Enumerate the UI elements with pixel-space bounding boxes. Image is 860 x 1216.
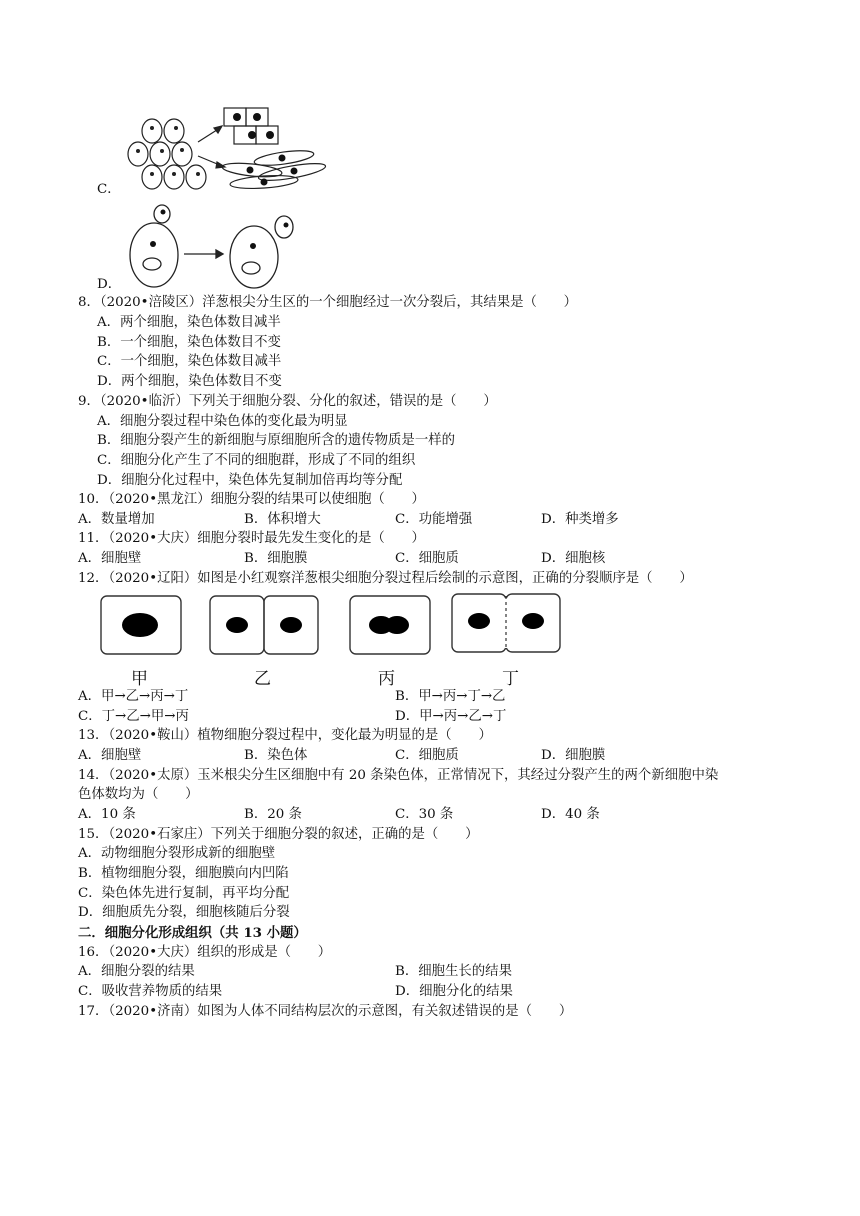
q14-option-a[interactable]: A．10 条	[78, 807, 136, 822]
q12-option-b[interactable]: B．甲→丙→丁→乙	[395, 689, 506, 704]
q9-option-c[interactable]: C．细胞分化产生了不同的细胞群，形成了不同的组织	[97, 453, 416, 468]
q16-option-c[interactable]: C．吸收营养物质的结果	[78, 984, 223, 999]
q12-label-jia: 甲	[131, 669, 148, 689]
q9-option-a[interactable]: A．细胞分裂过程中染色体的变化最为明显	[97, 414, 348, 429]
q12-label-yi: 乙	[254, 669, 271, 689]
q11-option-d[interactable]: D．细胞核	[541, 551, 606, 566]
q14-option-c[interactable]: C．30 条	[395, 807, 454, 822]
q14-option-d[interactable]: D．40 条	[541, 807, 600, 822]
q7-option-d-label: D．	[97, 277, 122, 292]
q16-option-a[interactable]: A．细胞分裂的结果	[78, 964, 195, 979]
q13-option-a[interactable]: A．细胞壁	[78, 748, 142, 763]
q8-stem: 8．（2020•涪陵区）洋葱根尖分生区的一个细胞经过一次分裂后，其结果是（ ）	[78, 295, 578, 310]
q11-option-b[interactable]: B．细胞膜	[244, 551, 308, 566]
q12-label-ding: 丁	[502, 669, 519, 689]
q13-option-c[interactable]: C．细胞质	[395, 748, 459, 763]
q15-option-d[interactable]: D．细胞质先分裂，细胞核随后分裂	[78, 905, 290, 920]
q7-figure-d	[124, 200, 304, 292]
q8-option-a[interactable]: A．两个细胞，染色体数目减半	[97, 315, 281, 330]
q12-option-a[interactable]: A．甲→乙→丙→丁	[78, 689, 189, 704]
q14-stem-line1: 14．（2020•太原）玉米根尖分生区细胞中有 20 条染色体，正常情况下，其经过分裂产生的两个新细胞中染	[78, 768, 719, 783]
q11-option-c[interactable]: C．细胞质	[395, 551, 459, 566]
q7-figure-c	[124, 104, 340, 192]
q12-option-c[interactable]: C．丁→乙→甲→丙	[78, 709, 189, 724]
q13-option-b[interactable]: B．染色体	[244, 748, 308, 763]
q9-option-d[interactable]: D．细胞分化过程中，染色体先复制加倍再均等分配	[97, 473, 403, 488]
q12-label-bing: 丙	[378, 669, 395, 689]
q10-option-c[interactable]: C．功能增强	[395, 512, 473, 527]
q12-stem: 12．（2020•辽阳）如图是小红观察洋葱根尖细胞分裂过程后绘制的示意图，正确的分裂顺序是（ ）	[78, 571, 693, 586]
q10-stem: 10．（2020•黑龙江）细胞分裂的结果可以使细胞（ ）	[78, 492, 425, 507]
q11-stem: 11．（2020•大庆）细胞分裂时最先发生变化的是（ ）	[78, 531, 425, 546]
q16-stem: 16．（2020•大庆）组织的形成是（ ）	[78, 945, 332, 960]
section-2-heading: 二．细胞分化形成组织（共 13 小题）	[78, 925, 307, 941]
q10-option-a[interactable]: A．数量增加	[78, 512, 155, 527]
q14-option-b[interactable]: B．20 条	[244, 807, 302, 822]
q10-option-d[interactable]: D．种类增多	[541, 512, 619, 527]
q8-option-d[interactable]: D．两个细胞，染色体数目不变	[97, 374, 282, 389]
q13-stem: 13．（2020•鞍山）植物细胞分裂过程中，变化最为明显的是（ ）	[78, 728, 492, 743]
q8-option-c[interactable]: C．一个细胞，染色体数目减半	[97, 354, 282, 369]
q16-option-b[interactable]: B．细胞生长的结果	[395, 964, 512, 979]
q10-option-b[interactable]: B．体积增大	[244, 512, 321, 527]
q14-stem-line2: 色体数均为（ ）	[78, 787, 199, 802]
q8-option-b[interactable]: B．一个细胞，染色体数目不变	[97, 335, 281, 350]
q17-stem: 17．（2020•济南）如图为人体不同结构层次的示意图，有关叙述错误的是（ ）	[78, 1004, 573, 1019]
q12-option-d[interactable]: D．甲→丙→乙→丁	[395, 709, 507, 724]
q7-option-c-label: C．	[97, 182, 121, 197]
q15-option-a[interactable]: A．动物细胞分裂形成新的细胞壁	[78, 846, 276, 861]
q12-cell-division-figure	[100, 592, 562, 658]
q13-option-d[interactable]: D．细胞膜	[541, 748, 606, 763]
q9-option-b[interactable]: B．细胞分裂产生的新细胞与原细胞所含的遗传物质是一样的	[97, 433, 455, 448]
q15-stem: 15．（2020•石家庄）下列关于细胞分裂的叙述，正确的是（ ）	[78, 827, 479, 842]
q15-option-c[interactable]: C．染色体先进行复制，再平均分配	[78, 886, 290, 901]
q11-option-a[interactable]: A．细胞壁	[78, 551, 142, 566]
q15-option-b[interactable]: B．植物细胞分裂，细胞膜向内凹陷	[78, 866, 289, 881]
q16-option-d[interactable]: D．细胞分化的结果	[395, 984, 513, 999]
q9-stem: 9．（2020•临沂）下列关于细胞分裂、分化的叙述，错误的是（ ）	[78, 394, 497, 409]
